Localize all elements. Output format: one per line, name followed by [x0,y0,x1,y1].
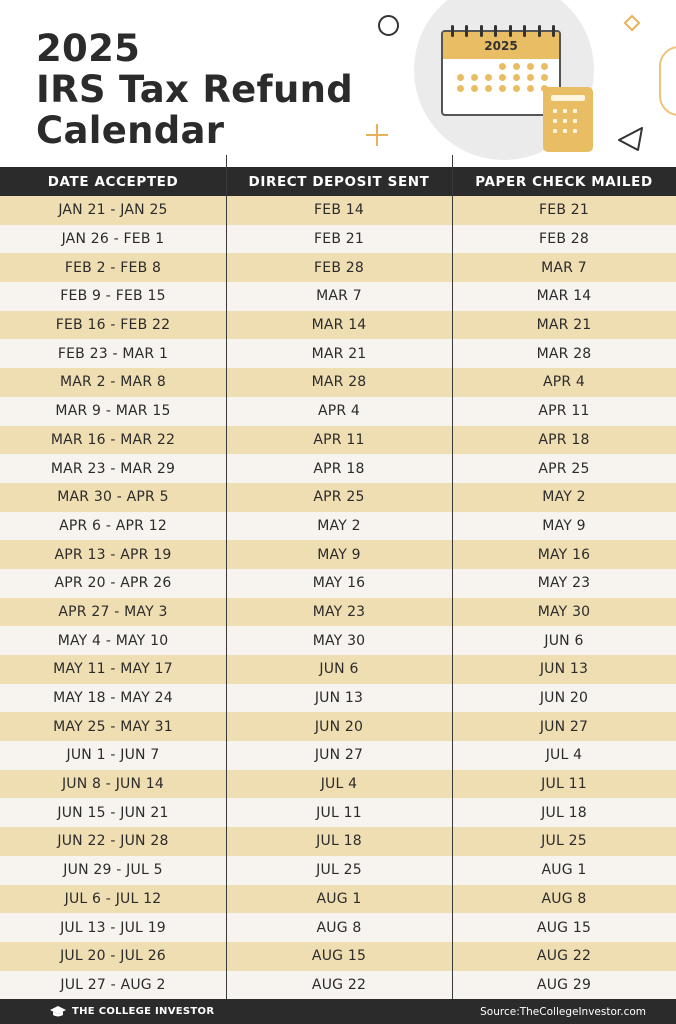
column-header-date-accepted: DATE ACCEPTED [47,173,179,190]
table-row [0,225,676,254]
cell-date-accepted: APR 20 - APR 26 [54,575,172,592]
cell-direct-deposit: MAR 28 [311,374,367,391]
cell-direct-deposit: FEB 14 [314,202,364,219]
cell-date-accepted: JUL 27 - AUG 2 [60,976,166,993]
cell-direct-deposit: MAY 16 [312,575,366,592]
cell-date-accepted: FEB 2 - FEB 8 [64,259,162,276]
page-title [36,28,353,151]
table-row [0,827,676,856]
cell-date-accepted: APR 13 - APR 19 [54,546,172,563]
table-row [0,253,676,282]
table-row [0,282,676,311]
cell-date-accepted: FEB 16 - FEB 22 [55,317,171,334]
cell-direct-deposit: MAR 21 [311,345,367,362]
cell-paper-check: AUG 1 [541,862,587,879]
table-row [0,483,676,512]
source-credit: Source:TheCollegeInvestor.com [480,1005,646,1018]
title-main: IRS Tax Refund [36,68,354,111]
cell-date-accepted: JUL 6 - JUL 12 [64,890,162,907]
table-row [0,540,676,569]
table-row [0,684,676,713]
table-row [0,368,676,397]
cell-direct-deposit: MAY 23 [312,603,366,620]
cell-date-accepted: JUN 22 - JUN 28 [57,833,169,850]
cell-date-accepted: MAR 23 - MAR 29 [50,460,176,477]
table-row [0,798,676,827]
cell-paper-check: MAY 16 [537,546,591,563]
cell-direct-deposit: FEB 28 [314,259,364,276]
cell-paper-check: MAR 21 [536,317,592,334]
cell-paper-check: AUG 15 [536,919,592,936]
cell-paper-check: MAR 28 [536,345,592,362]
cell-direct-deposit: JUL 25 [316,862,362,879]
table-row [0,397,676,426]
cell-direct-deposit: APR 11 [313,431,365,448]
cell-date-accepted: JUN 15 - JUN 21 [57,804,169,821]
cell-date-accepted: JUN 8 - JUN 14 [61,776,165,793]
table-row [0,454,676,483]
table-row [0,626,676,655]
cell-direct-deposit: APR 18 [313,460,365,477]
cell-date-accepted: JUN 1 - JUN 7 [66,747,160,764]
cell-direct-deposit: MAY 30 [312,632,366,649]
cell-date-accepted: MAR 16 - MAR 22 [50,431,176,448]
cell-date-accepted: JAN 26 - FEB 1 [61,231,165,248]
cell-paper-check: APR 11 [538,403,590,420]
table-row [0,598,676,627]
cell-paper-check: MAY 2 [542,489,586,506]
cell-paper-check: AUG 29 [536,976,592,993]
table-row [0,569,676,598]
cell-paper-check: MAR 7 [541,259,587,276]
cell-paper-check: JUL 18 [541,804,587,821]
cell-direct-deposit: JUN 27 [314,747,364,764]
cell-date-accepted: JUN 29 - JUL 5 [63,862,163,879]
decorative-triangle-icon [616,126,644,152]
cell-paper-check: MAY 9 [542,517,586,534]
table-row [0,196,676,225]
table-row [0,311,676,340]
cell-date-accepted: MAY 18 - MAY 24 [53,690,173,707]
table-row [0,512,676,541]
decorative-pill-icon [659,46,676,116]
cell-paper-check: JUL 25 [541,833,587,850]
cell-paper-check: MAY 23 [537,575,591,592]
cell-date-accepted: MAR 30 - APR 5 [57,489,169,506]
cell-date-accepted: FEB 9 - FEB 15 [60,288,166,305]
table-row [0,741,676,770]
table-row [0,655,676,684]
cell-direct-deposit: JUN 13 [314,690,364,707]
title-sub: Calendar [36,109,225,152]
cell-date-accepted: MAR 9 - MAR 15 [55,403,171,420]
table-row [0,885,676,914]
cell-direct-deposit: AUG 15 [311,948,367,965]
cell-paper-check: JUL 11 [541,776,587,793]
cell-direct-deposit: JUL 18 [316,833,362,850]
cell-date-accepted: MAR 2 - MAR 8 [59,374,167,391]
table-header [0,167,676,196]
decorative-diamond-icon [624,15,641,32]
table-row [0,770,676,799]
decorative-circle-icon [378,15,399,36]
cell-direct-deposit: APR 25 [313,489,365,506]
cell-paper-check: APR 4 [542,374,586,391]
table-row [0,913,676,942]
cell-paper-check: AUG 8 [541,890,587,907]
cell-paper-check: JUN 20 [539,690,589,707]
footer [0,999,676,1024]
cell-direct-deposit: JUN 20 [314,718,364,735]
cell-paper-check: APR 18 [538,431,590,448]
table-row [0,712,676,741]
cell-direct-deposit: JUL 11 [316,804,362,821]
cell-date-accepted: JUL 13 - JUL 19 [60,919,166,936]
cell-paper-check: FEB 21 [539,202,589,219]
table-row [0,426,676,455]
table-body [0,196,676,999]
table-row [0,339,676,368]
calendar-year: 2025 [443,32,559,59]
cell-paper-check: JUL 4 [545,747,583,764]
cell-date-accepted: JUL 20 - JUL 26 [60,948,166,965]
decorative-plus-icon [366,124,388,146]
cell-direct-deposit: MAY 9 [317,546,361,563]
table-row [0,856,676,885]
cell-date-accepted: APR 27 - MAY 3 [58,603,168,620]
column-divider [226,155,227,1000]
cell-paper-check: MAR 14 [536,288,592,305]
cell-date-accepted: FEB 23 - MAR 1 [57,345,169,362]
cell-date-accepted: APR 6 - APR 12 [59,517,167,534]
cell-paper-check: FEB 28 [539,231,589,248]
cell-direct-deposit: AUG 22 [311,976,367,993]
cell-date-accepted: MAY 4 - MAY 10 [57,632,169,649]
calculator-icon [543,87,593,152]
cell-date-accepted: JAN 21 - JAN 25 [58,202,168,219]
cell-paper-check: MAY 30 [537,603,591,620]
cell-direct-deposit: AUG 1 [316,890,362,907]
graduation-cap-icon [50,1006,66,1018]
column-divider [452,155,453,1000]
cell-paper-check: JUN 27 [539,718,589,735]
brand-name: THE COLLEGE INVESTOR [72,1006,215,1017]
cell-paper-check: AUG 22 [536,948,592,965]
table-row [0,971,676,1000]
cell-paper-check: JUN 13 [539,661,589,678]
cell-direct-deposit: FEB 21 [314,231,364,248]
cell-direct-deposit: JUN 6 [319,661,359,678]
title-year: 2025 [36,27,141,70]
cell-date-accepted: MAY 25 - MAY 31 [53,718,173,735]
cell-direct-deposit: APR 4 [317,403,361,420]
cell-direct-deposit: JUL 4 [320,776,358,793]
header [0,0,676,167]
cell-paper-check: APR 25 [538,460,590,477]
calendar-rings [451,25,555,37]
calendar-days [443,59,559,92]
table-row [0,942,676,971]
cell-direct-deposit: MAR 14 [311,317,367,334]
cell-paper-check: JUN 6 [544,632,584,649]
refund-table [0,167,676,999]
cell-direct-deposit: MAR 7 [316,288,362,305]
column-header-direct-deposit: DIRECT DEPOSIT SENT [248,173,430,190]
brand [50,999,214,1024]
cell-direct-deposit: MAY 2 [317,517,361,534]
cell-date-accepted: MAY 11 - MAY 17 [53,661,173,678]
cell-direct-deposit: AUG 8 [316,919,362,936]
column-header-paper-check: PAPER CHECK MAILED [475,173,653,190]
